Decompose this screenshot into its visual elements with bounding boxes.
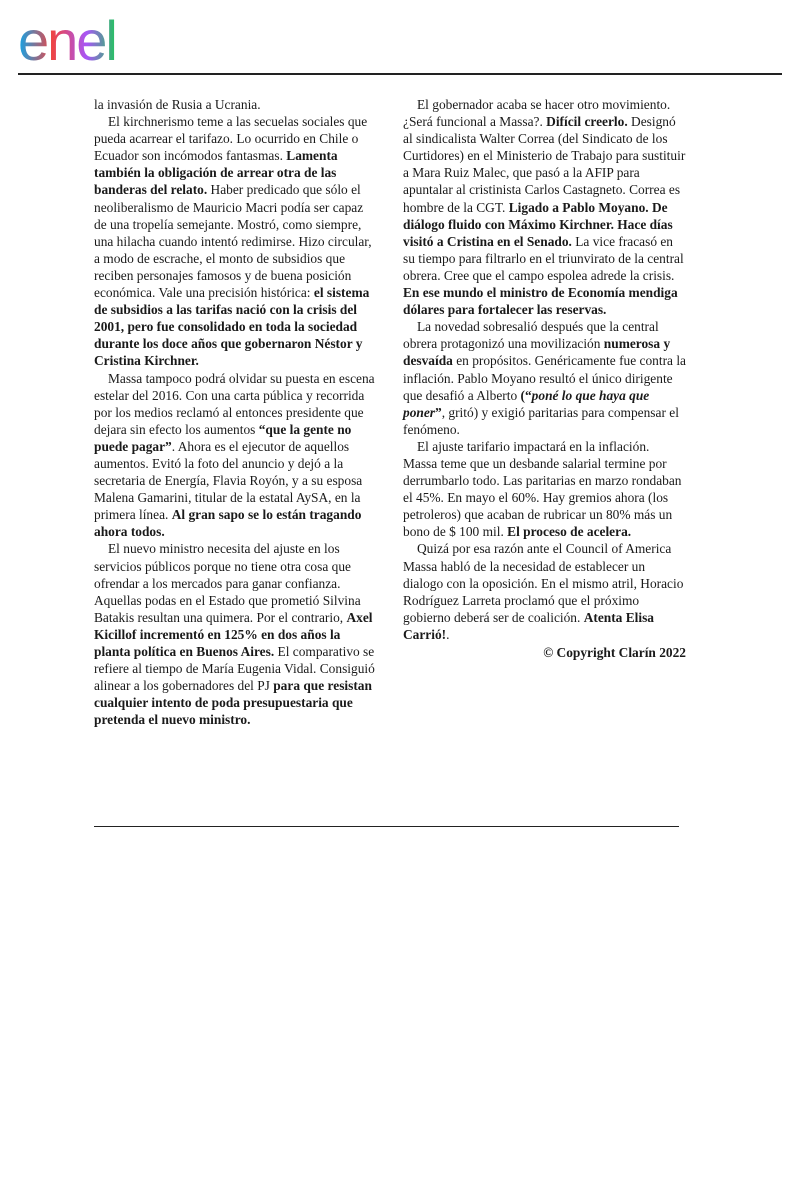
article-column-left — [94, 96, 377, 728]
article-paragraph — [403, 96, 686, 318]
article-paragraph — [403, 438, 686, 541]
bold-text: Lamenta también la obligación de arrear otra de las banderas del relato. — [94, 148, 338, 198]
body-text: . — [446, 626, 450, 642]
body-text: la invasión de Rusia a Ucrania. — [94, 97, 261, 112]
body-text: Quizá por esa razón ante el Council of America Massa habló de la necesidad de establecer un dialogo con la oposición. En el mismo atril, Horacio Rodríguez Larreta proclamó que el próximo gobierno deberá ser de coalición. — [403, 541, 684, 625]
body-text: La vice fracasó en su tiempo para filtrarlo en el triunvirato de la central obrera. Cree que el campo espolea adrede la crisis. — [403, 233, 684, 283]
bold-text: numerosa y desvaída — [403, 336, 671, 369]
bold-text: para que resistan cualquier intento de poda presupuestaria que pretenda el nuevo ministro. — [94, 678, 372, 728]
body-text: El ajuste tarifario impactará en la inflación. Massa teme que un desbande salarial termine por derrumbarlo todo. Las paritarias en marzo rondaban el 45%. En mayo el 60%. Hay gremios ahora (los petroleros) que acaban de rubricar un 80% más un bono de $ 100 mil. — [403, 438, 682, 540]
body-text: El nuevo ministro necesita del ajuste en los servicios públicos porque no tiene otra cosa que ofrendar a los mercados para ganar confianza. Aquellas podas en el Estado que prometió Silvina Batakis resultan una quimera. Por el contrario, — [94, 541, 361, 625]
bold-text: Ligado a Pablo Moyano. De diálogo fluido con Máximo Kirchner. Hace días visitó a Cristina en el Senado. — [403, 199, 673, 249]
header-divider — [18, 73, 782, 75]
body-text: Haber predicado que sólo el neoliberalismo de Mauricio Macri podía ser capaz de una tropelía semejante. Mostró, como siempre, una hilacha cuando intentó redimirse. Hizo circular, a modo de escrache, el monto de subsidios que reciben personajes famosos y de buena posición económica. Vale una precisión histórica: — [94, 182, 372, 301]
body-text: , gritó) y exigió paritarias para compensar el fenómeno. — [403, 404, 679, 437]
bold-text: Atenta Elisa Carrió! — [403, 609, 655, 642]
bold-text: Difícil creerlo. — [546, 114, 628, 130]
bold-text: ” — [435, 404, 442, 420]
bold-text: Axel Kicillof incrementó en 125% en dos años la planta política en Buenos Aires. — [94, 609, 373, 659]
article-paragraph — [94, 96, 377, 113]
copyright-notice: © Copyright Clarín 2022 — [543, 645, 686, 660]
body-text: La novedad sobresalió después que la central obrera protagonizó una movilización — [403, 319, 659, 352]
footer-divider — [94, 826, 679, 827]
article-paragraph — [94, 370, 377, 541]
article-paragraph — [403, 318, 686, 438]
body-text: El gobernador acaba se hacer otro movimiento. ¿Será funcional a Massa?. — [403, 97, 671, 130]
body-text: Massa tampoco podrá olvidar su puesta en escena estelar del 2016. Con una carta pública y recorrida por los medios reclamó al entonces presidente que dejara sin efecto los aumentos — [94, 370, 375, 437]
bold-text: el sistema de subsidios a las tarifas nació con la crisis del 2001, pero fue consolidado en toda la sociedad durante los doce años que gobernaron Néstor y Cristina Kirchner. — [94, 285, 370, 369]
body-text: El kirchnerismo teme a las secuelas sociales que pueda acarrear el tarifazo. Lo ocurrido en Chile o Ecuador son incómodos fantasmas. — [94, 114, 368, 164]
bold-text: En ese mundo el ministro de Economía mendiga dólares para fortalecer las reservas. — [403, 285, 678, 318]
enel-logo — [18, 8, 170, 68]
body-text: . Ahora es el ejecutor de aquellos aumentos. Evitó la foto del anuncio y dejó a la secretaria de Energía, Flavia Royón, y a su esposa Malena Gamarini, titular de la estatal AySA, en la primera línea. — [94, 438, 363, 523]
bold-text: Al gran sapo se lo están tragando ahora todos. — [94, 507, 362, 540]
article-paragraph — [94, 540, 377, 728]
bold-text: “que la gente no puede pagar” — [94, 421, 352, 454]
body-text: en propósitos. Genéricamente fue contra la inflación. Pablo Moyano resultó el único dirigente que desafió a Alberto — [403, 353, 686, 403]
bold-text: El proceso de acelera. — [507, 524, 632, 540]
bold-text: poné lo que haya que poner — [403, 387, 650, 420]
bold-text: (“ — [520, 387, 532, 403]
body-text: Designó al sindicalista Walter Correa (del Sindicato de los Curtidores) en el Ministerio de Trabajo para sustituir a Mara Ruiz Malec, que pasó a la AFIP para apuntalar al cristinista Carlos Castagneto. Correa es hombre de la CGT. — [403, 114, 686, 215]
article-paragraph — [94, 113, 377, 369]
body-text: El comparativo se refiere al tiempo de María Eugenia Vidal. Consiguió alinear a los gobernadores del PJ — [94, 644, 375, 694]
logo-text: enel — [18, 9, 116, 68]
article-paragraph — [403, 540, 686, 643]
article-column-right — [403, 96, 686, 661]
